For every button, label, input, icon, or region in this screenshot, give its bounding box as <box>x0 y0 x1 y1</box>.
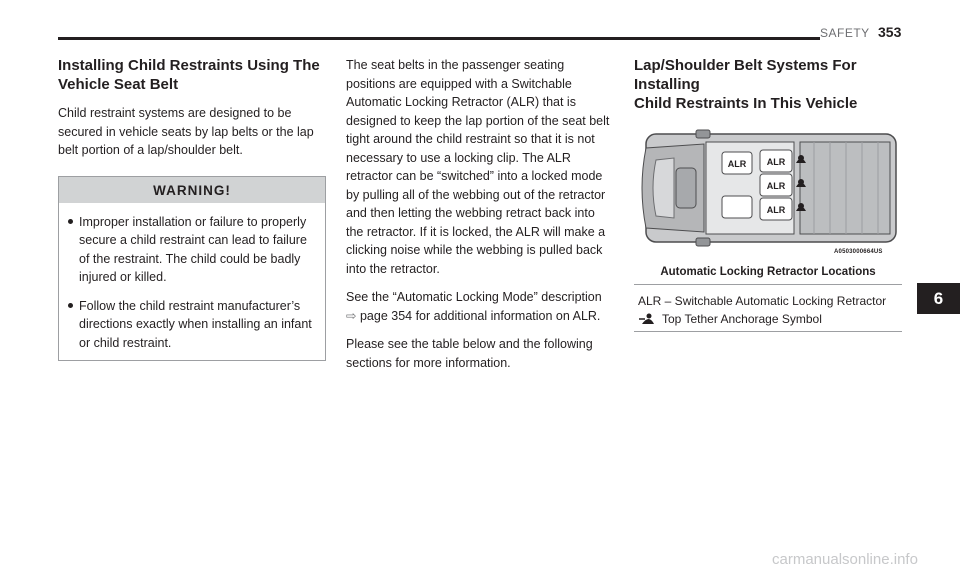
page-reference-arrow-icon[interactable]: ⇨ <box>346 308 357 323</box>
alr-label-rear-center: ALR <box>766 181 786 191</box>
legend-row-alr <box>638 292 902 310</box>
warning-item <box>59 203 325 287</box>
legend-row-tether <box>638 310 902 328</box>
see-also-paragraph <box>346 288 614 325</box>
alr-label-rear-left: ALR <box>766 157 786 167</box>
alr-description-paragraph: The seat belts in the passenger seating positions are equipped with a Switchable Automatic Locking Retractor (ALR) that is designed to keep the lap portion of the seat belt tight around the child restraint so that it is not necessary to use a locking clip. The ALR retractor can be “switched” into a locked mode by pulling all of the webbing out of the retractor and then letting the webbing retract back into the retractor. If it is locked, the ALR will make a clicking noise while the webbing is pulled back into the retractor. <box>346 58 610 276</box>
heading-line-1: Installing Child Restraints Using The <box>58 57 320 74</box>
see-also-text: See the “Automatic Locking Mode” description <box>346 290 602 304</box>
page-number: 353 <box>878 24 902 40</box>
figure-caption: Automatic Locking Retractor Locations <box>660 266 876 278</box>
alr-label-rear-right: ALR <box>766 205 786 215</box>
intro-paragraph: Child restraint systems are designed to be secured in vehicle seats by lap belts or the lap belt portion of a lap/shoulder belt. <box>58 106 314 157</box>
legend-alr-text: ALR – Switchable Automatic Locking Retractor <box>638 294 887 308</box>
vehicle-top-view-illustration <box>634 128 902 260</box>
section-heading-installing <box>58 56 326 94</box>
warning-item-text: Follow the child restraint manufacturer’s directions exactly when installing an infant or child restraint. <box>79 298 312 350</box>
header-section-title: SAFETY <box>820 26 870 40</box>
top-tether-anchor-icon <box>638 313 656 325</box>
page-reference-link[interactable]: page 354 for additional information on ALR. <box>356 308 601 323</box>
header-rule <box>58 37 820 40</box>
section-heading-lap-shoulder <box>634 56 902 113</box>
legend-tether-text: Top Tether Anchorage Symbol <box>662 312 822 326</box>
middle-column <box>346 56 614 382</box>
right-column <box>634 56 902 123</box>
bullet-icon <box>68 303 73 308</box>
figure-code: A0503000664US <box>834 249 883 255</box>
watermark-text: carmanualsonline.info <box>772 551 918 568</box>
warning-title: WARNING! <box>59 177 325 203</box>
heading-line-2: Vehicle Seat Belt <box>58 76 179 93</box>
warning-item <box>59 287 325 361</box>
alr-label-front: ALR <box>727 159 747 169</box>
heading-line-2: Child Restraints In This Vehicle <box>634 95 858 112</box>
warning-item-text: Improper installation or failure to properly secure a child restraint can lead to failure of the restraint. The child could be badly injured or killed. <box>79 214 307 284</box>
bullet-icon <box>68 219 73 224</box>
figure-legend <box>634 284 902 332</box>
heading-line-1: Lap/Shoulder Belt Systems For Installing <box>634 57 857 93</box>
table-reference-paragraph: Please see the table below and the following sections for more information. <box>346 337 593 370</box>
left-column <box>58 56 326 361</box>
warning-box <box>58 176 326 362</box>
vehicle-seating-diagram <box>634 128 902 260</box>
chapter-tab[interactable]: 6 <box>917 283 960 314</box>
